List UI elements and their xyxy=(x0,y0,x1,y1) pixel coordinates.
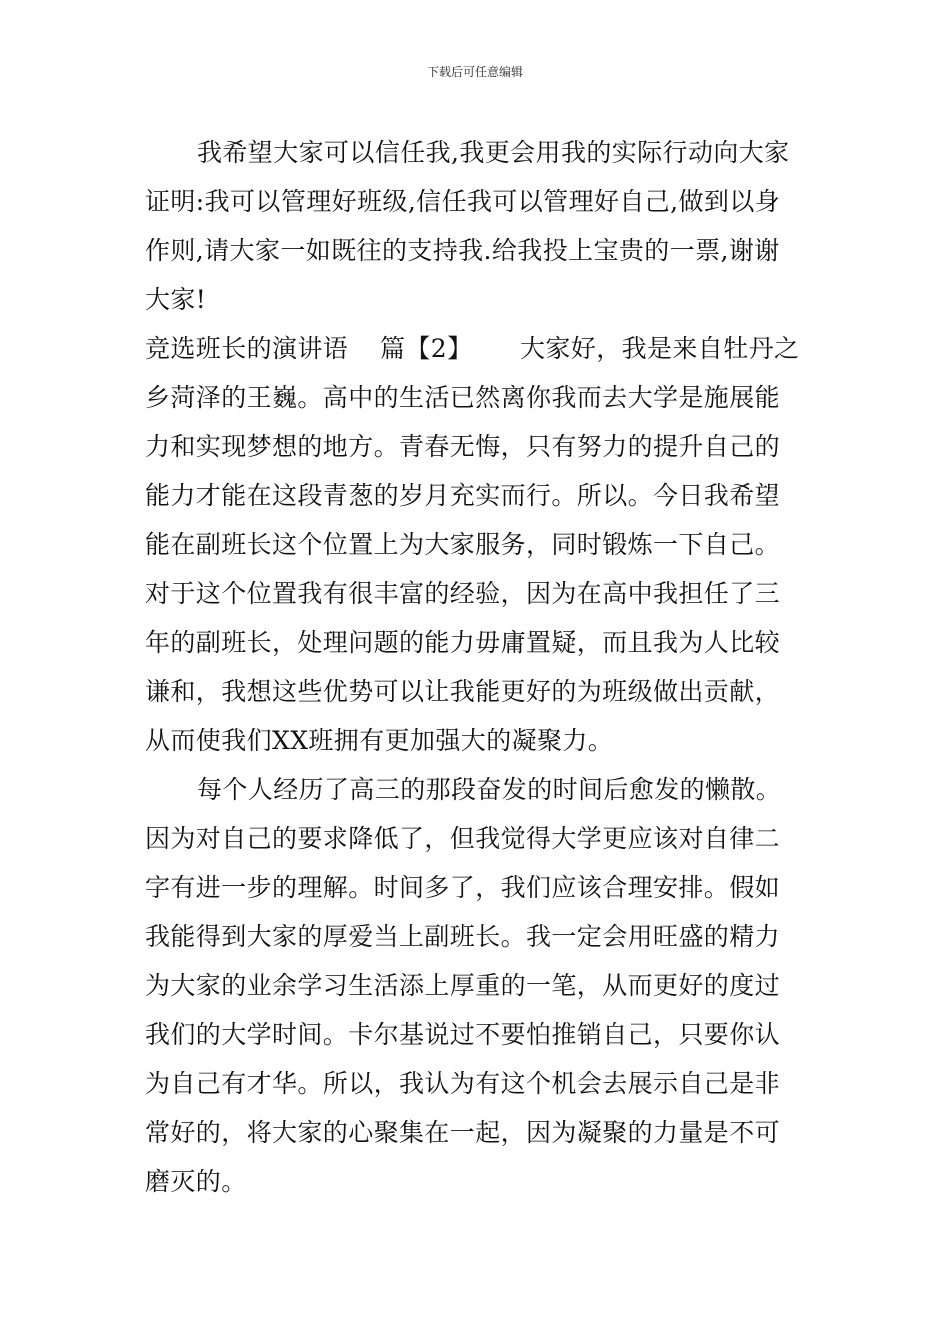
text-line: 证明:我可以管理好班级,信任我可以管理好自己,做到以身 xyxy=(145,187,781,216)
text-line: 常好的，将大家的心聚集在一起，因为凝聚的力量是不可 xyxy=(145,1118,781,1147)
text-line: 每个人经历了高三的那段奋发的时间后愈发的懒散。 xyxy=(197,775,782,804)
section-heading-line xyxy=(145,324,807,373)
text-line: 字有进一步的理解。时间多了，我们应该合理安排。假如 xyxy=(145,873,781,902)
paragraph-1 xyxy=(145,128,807,324)
section-title: 竞选班长的演讲语 xyxy=(145,334,349,363)
text-line: 乡菏泽的王巍。高中的生活已然离你我而去大学是施展能 xyxy=(145,383,781,412)
paragraph-2 xyxy=(145,324,807,765)
text-line: 磨灭的。 xyxy=(145,1167,247,1196)
text-line: 年的副班长，处理问题的能力毋庸置疑，而且我为人比较 xyxy=(145,628,781,657)
text-line: 为大家的业余学习生活添上厚重的一笔，从而更好的度过 xyxy=(145,971,781,1000)
paragraph-3 xyxy=(145,765,807,1206)
document-body xyxy=(145,128,807,1206)
text-line: 从而使我们XX班拥有更加强大的凝聚力。 xyxy=(145,726,614,755)
text-line: 能力才能在这段青葱的岁月充实而行。所以。今日我希望 xyxy=(145,481,781,510)
text-line: 作则,请大家一如既往的支持我.给我投上宝贵的一票,谢谢 xyxy=(145,236,780,265)
text-line: 大家! xyxy=(145,285,207,314)
text-line: 能在副班长这个位置上为大家服务，同时锻炼一下自己。 xyxy=(145,530,781,559)
text-line: 我希望大家可以信任我,我更会用我的实际行动向大家 xyxy=(197,138,790,167)
text-line: 我们的大学时间。卡尔基说过不要怕推销自己，只要你认 xyxy=(145,1020,781,1049)
text-line: 因为对自己的要求降低了，但我觉得大学更应该对自律二 xyxy=(145,824,781,853)
section-lead-text: 大家好，我是来自牡丹之 xyxy=(520,334,800,363)
section-part-label: 篇【2】 xyxy=(380,334,473,363)
text-line: 为自己有才华。所以，我认为有这个机会去展示自己是非 xyxy=(145,1069,781,1098)
text-line: 力和实现梦想的地方。青春无悔，只有努力的提升自己的 xyxy=(145,432,781,461)
text-line: 对于这个位置我有很丰富的经验，因为在高中我担任了三 xyxy=(145,579,781,608)
text-line: 我能得到大家的厚爱当上副班长。我一定会用旺盛的精力 xyxy=(145,922,781,951)
text-line: 谦和，我想这些优势可以让我能更好的为班级做出贡献， xyxy=(145,677,781,706)
page-header: 下载后可任意编辑 xyxy=(426,65,523,79)
